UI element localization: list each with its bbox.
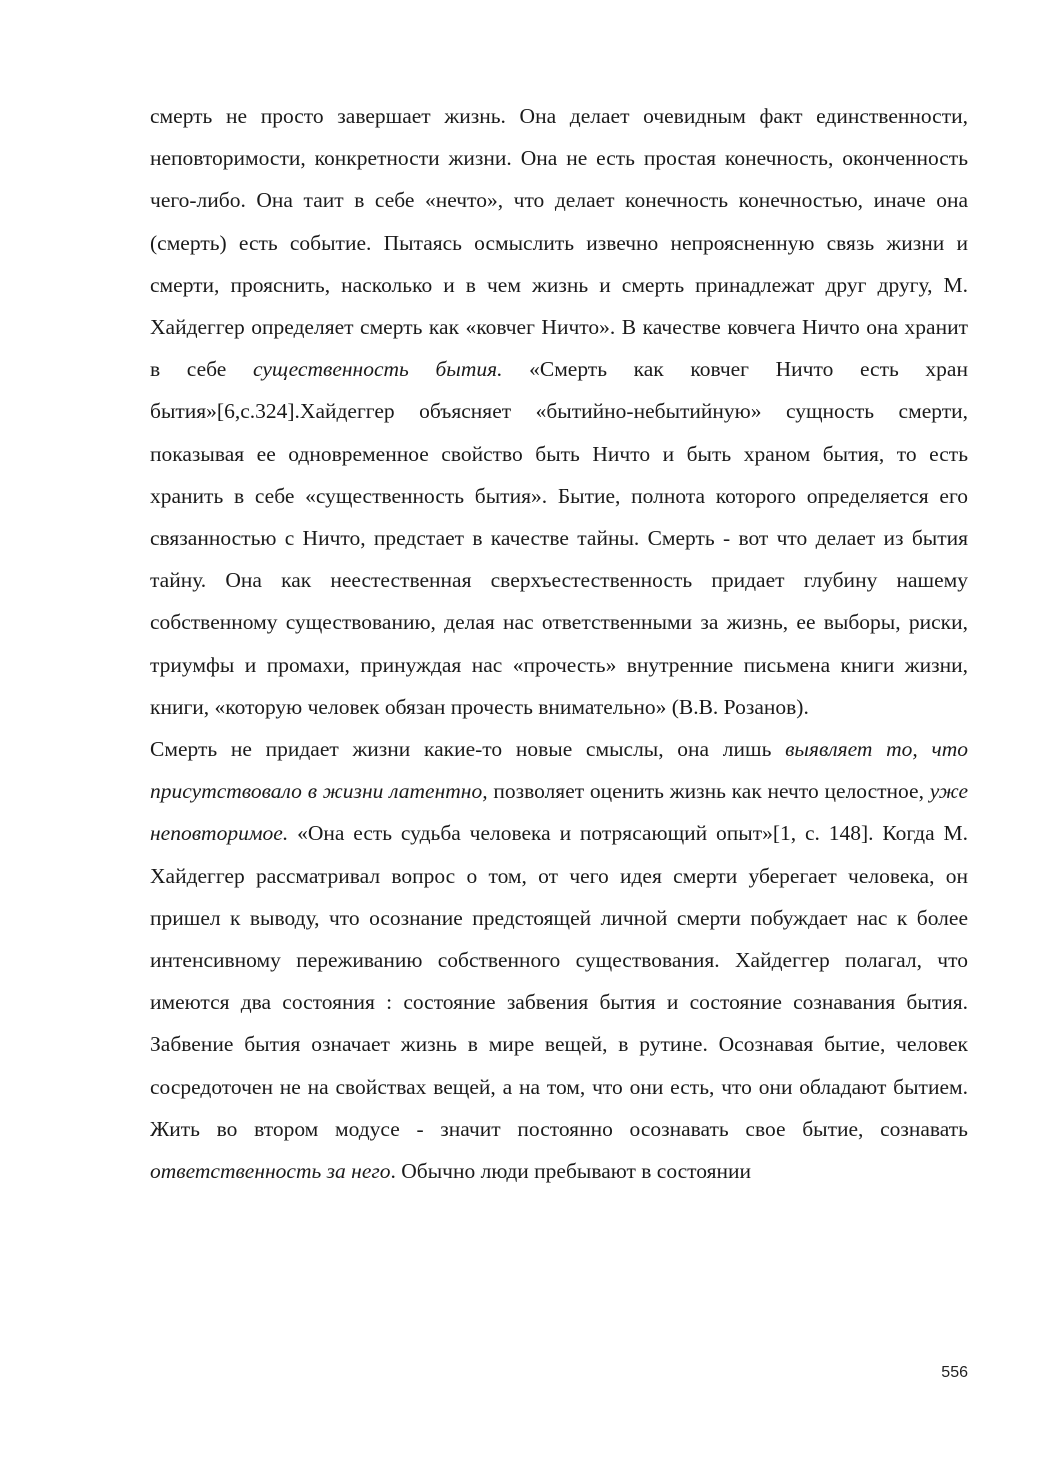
page-number: 556 [941, 1364, 968, 1381]
paragraph-1 [150, 95, 968, 728]
paragraph-2 [150, 728, 968, 1192]
page-body [150, 95, 968, 1192]
paragraph-2-run-5: «Она есть судьба человека и потрясающий опыт»[1, с. 148]. Когда М. Хайдеггер рассматривал вопрос о том, от чего идея смерти уберегает человека, он пришел к выводу, что осознание предстоящей личной смерти побуждает нас к более интенсивному переживанию собственного существования. Хайдеггер полагал, что имеются два состояния : состояние забвения бытия и состояние сознавания бытия. Забвение бытия означает жизнь в мире вещей, в рутине. Осознавая бытие, человек сосредоточен не на свойствах вещей, а на том, что они есть, что они обладают бытием. Жить во втором модусе - значит постоянно осознавать свое бытие, сознавать [150, 821, 968, 1141]
paragraph-1-run-2-italic: существенность бытия. [252, 357, 503, 382]
paragraph-1-run-1: смерть не просто завершает жизнь. Она делает очевидным факт единственности, неповторимости, конкретности жизни. Она не есть простая конечность, оконченность чего-либо. Она таит в себе «нечто», что делает конечность конечностью, иначе она (смерть) есть событие. Пытаясь осмыслить извечно непроясненную связь жизни и смерти, прояснить, насколько и в чем жизнь и смерть принадлежат друг другу, М. Хайдеггер определяет смерть как «ковчег Ничто». В качестве ковчега Ничто она хранит в себе [150, 104, 968, 382]
paragraph-2-run-6-italic: ответственность за него [150, 1159, 391, 1184]
paragraph-2-run-4-italic: уже неповторимое. [150, 779, 968, 846]
paragraph-2-run-1: Смерть не придает жизни какие-то новые смыслы, она лишь [150, 737, 786, 762]
paragraph-2-run-3: позволяет оценить жизнь как нечто целостное, [487, 779, 930, 804]
paragraph-2-run-2-italic: выявляет то, что присутствовало в жизни латентно, [150, 737, 969, 804]
paragraph-1-run-3: «Смерть как ковчег Ничто есть хран бытия»[6,с.324].Хайдеггер объясняет «бытийно-небытийную» сущность смерти, показывая ее одновременное свойство быть Ничто и быть храном бытия, то есть хранить в себе «существенность бытия». Бытие, полнота которого определяется его связанностью с Ничто, предстает в качестве тайны. Смерть - вот что делает из бытия тайну. Она как неестественная сверхъестественность придает глубину нашему собственному существованию, делая нас ответственными за жизнь, ее выборы, риски, триумфы и промахи, принуждая нас «прочесть» внутренние письмена книги жизни, книги, «которую человек обязан прочесть внимательно» (В.В. Розанов). [150, 357, 968, 719]
paragraph-2-run-7: . Обычно люди пребывают в состоянии [390, 1159, 752, 1184]
